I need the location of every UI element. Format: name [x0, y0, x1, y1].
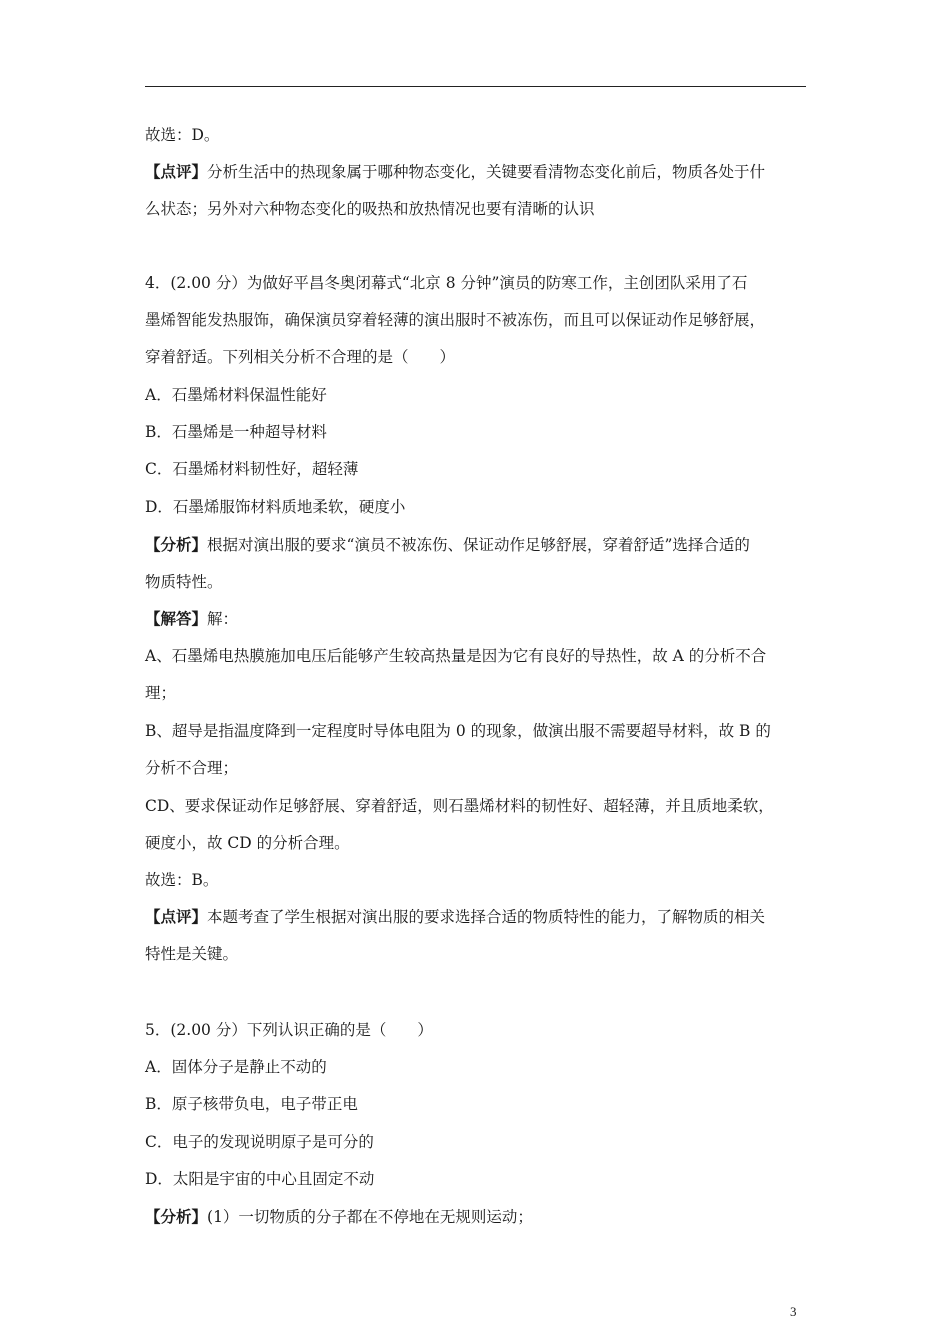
solution-head: 解：	[207, 610, 239, 628]
q4-option-b: B．石墨烯是一种超导材料	[145, 423, 327, 441]
comment-tag: 【点评】	[145, 162, 208, 181]
q4-analysis-line	[145, 535, 815, 555]
analysis-tag: 【分析】	[145, 535, 208, 554]
analysis-tag: 【分析】	[145, 1207, 208, 1226]
q5-analysis-line	[145, 1207, 815, 1227]
header-rule	[145, 86, 806, 87]
q4-stem-line-3: 穿着舒适。下列相关分析不合理的是（ ）	[145, 348, 456, 366]
q4-solution-cd-cont: 硬度小，故 CD 的分析合理。	[145, 834, 350, 852]
q4-stem-line-1: 4．(2.00 分）为做好平昌冬奥闭幕式“北京 8 分钟”演员的防寒工作，主创团队采用了石	[145, 274, 748, 292]
comment-text: 本题考查了学生根据对演出服的要求选择合适的物质特性的能力，了解物质的相关	[207, 908, 766, 926]
q5-option-a: A．固体分子是静止不动的	[145, 1058, 327, 1076]
q4-stem-line-2: 墨烯智能发热服饰，确保演员穿着轻薄的演出服时不被冻伤，而且可以保证动作足够舒展，	[145, 311, 766, 329]
q4-option-a: A．石墨烯材料保温性能好	[145, 386, 327, 404]
analysis-text: 根据对演出服的要求“演员不被冻伤、保证动作足够舒展，穿着舒适”选择合适的	[207, 536, 750, 554]
analysis-text: (1）一切物质的分子都在不停地在无规则运动；	[207, 1208, 533, 1226]
q4-comment-line	[145, 907, 815, 927]
q4-option-c: C．石墨烯材料韧性好，超轻薄	[145, 460, 359, 478]
prev-answer: 故选：D。	[145, 126, 220, 144]
q4-solution-a-cont: 理；	[145, 684, 177, 702]
q4-analysis-cont: 物质特性。	[145, 573, 223, 591]
q4-solution-line	[145, 609, 815, 629]
q5-option-b: B．原子核带负电，电子带正电	[145, 1095, 358, 1113]
comment-text: 分析生活中的热现象属于哪种物态变化，关键要看清物态变化前后，物质各处于什	[207, 163, 766, 181]
q5-option-c: C．电子的发现说明原子是可分的	[145, 1133, 374, 1151]
q4-solution-cd: CD、要求保证动作足够舒展、穿着舒适，则石墨烯材料的韧性好、超轻薄，并且质地柔软，	[145, 797, 774, 815]
prev-comment-cont: 么状态；另外对六种物态变化的吸热和放热情况也要有清晰的认识	[145, 200, 595, 218]
page-number: 3	[790, 1304, 797, 1319]
q4-solution-b: B、超导是指温度降到一定程度时导体电阻为 0 的现象，做演出服不需要超导材料，故 B 的	[145, 722, 771, 740]
q4-option-d: D．石墨烯服饰材料质地柔软，硬度小	[145, 498, 406, 516]
q4-solution-b-cont: 分析不合理；	[145, 759, 239, 777]
q5-option-d: D．太阳是宇宙的中心且固定不动	[145, 1170, 375, 1188]
solution-tag: 【解答】	[145, 609, 208, 628]
q4-answer: 故选：B。	[145, 871, 219, 889]
q4-comment-cont: 特性是关键。	[145, 945, 239, 963]
prev-comment-line	[145, 162, 815, 182]
comment-tag: 【点评】	[145, 907, 208, 926]
q4-solution-a: A、石墨烯电热膜施加电压后能够产生较高热量是因为它有良好的导热性，故 A 的分析不合	[145, 647, 767, 665]
q5-stem: 5．(2.00 分）下列认识正确的是（ ）	[145, 1021, 433, 1039]
